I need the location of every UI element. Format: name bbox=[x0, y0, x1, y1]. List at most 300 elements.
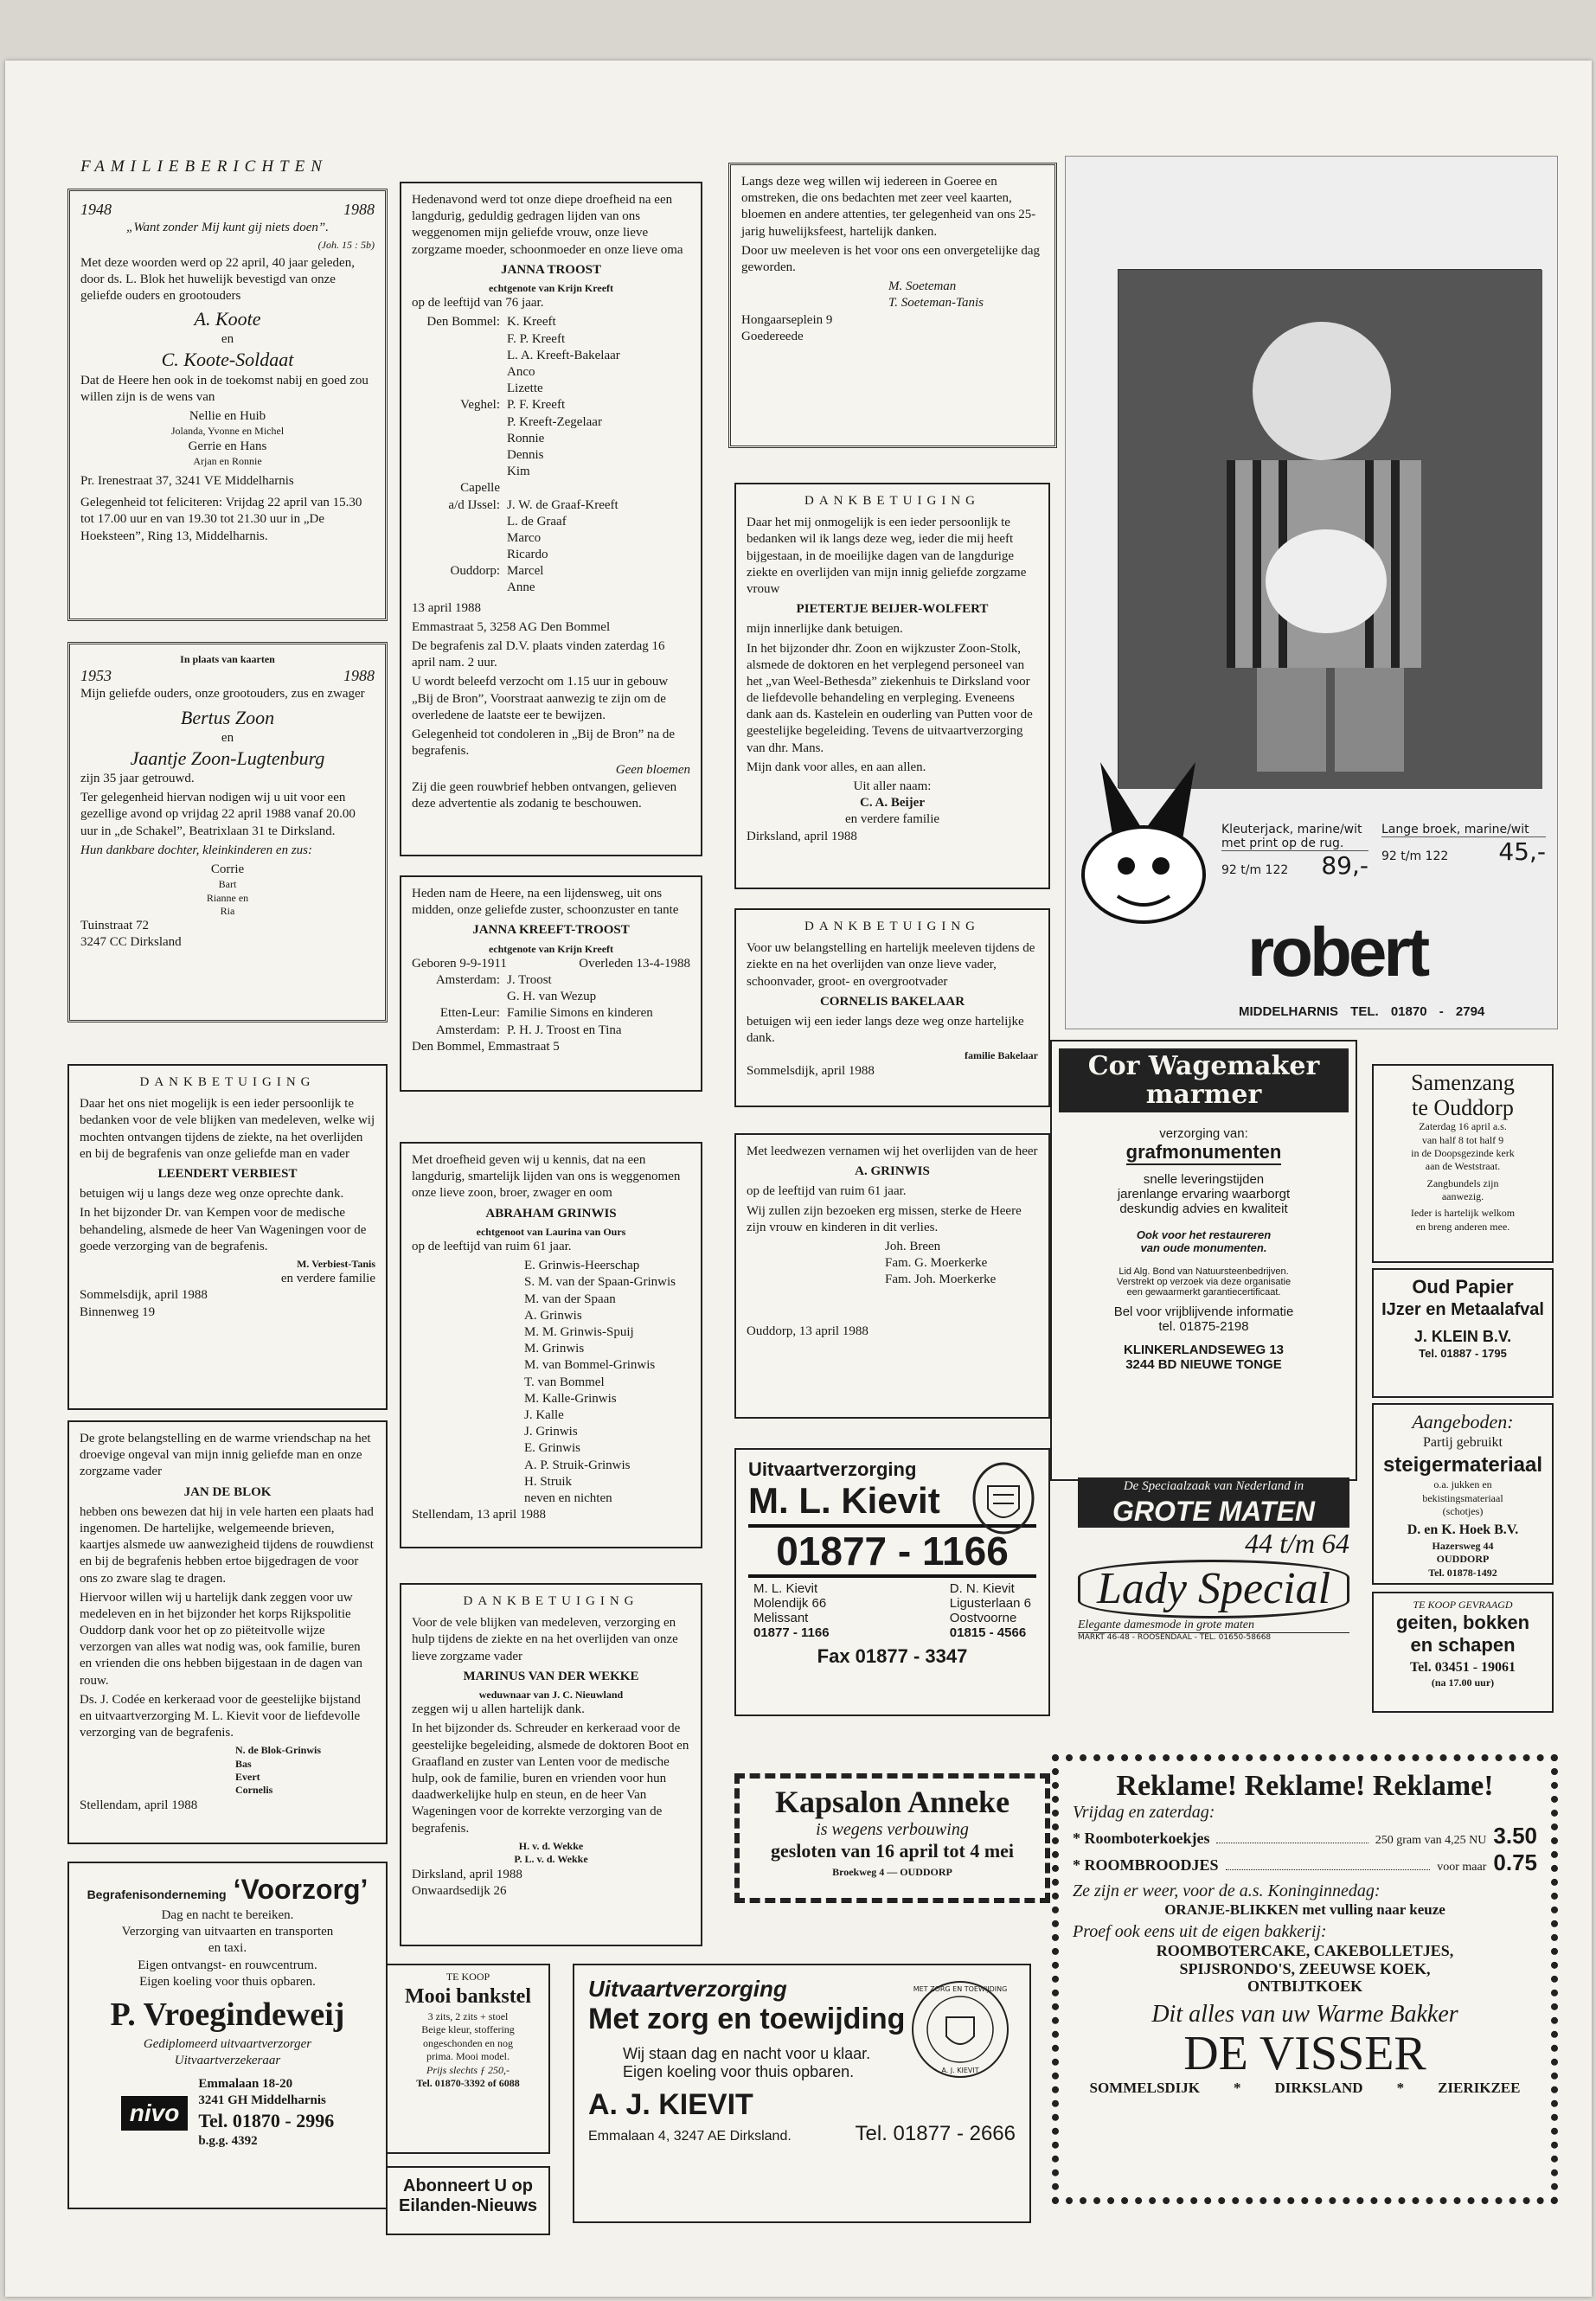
owner: P. Vroegindeweij bbox=[110, 1996, 345, 2033]
family-member: L. A. Kreeft-Bakelaar bbox=[507, 348, 620, 362]
label: TE KOOP bbox=[445, 1971, 490, 1983]
place: Sommelsdijk, april 1988 bbox=[747, 1063, 875, 1078]
oud-papier-ad bbox=[1372, 1268, 1554, 1398]
kid: Corrie bbox=[210, 862, 245, 877]
address-1: Hongaarseplein 9 bbox=[741, 312, 833, 327]
kreeft-obituary bbox=[400, 182, 702, 856]
restore-1: Ook voor het restaureren bbox=[1136, 1228, 1272, 1241]
reception: Gelegenheid tot feliciteren: Vrijdag 22 april van 15.30 tot 17.00 uur en van 19.30 tot 21.30 uur in „De Hoeksteen”, Ring 13, Middelharnis. bbox=[80, 496, 362, 543]
fax: Fax 01877 - 3347 bbox=[817, 1645, 968, 1668]
address-2: 3247 CC Dirksland bbox=[80, 935, 182, 950]
member-1: Lid Alg. Bond van Natuursteenbedrijven. bbox=[1118, 1266, 1289, 1277]
kid: Bart bbox=[218, 878, 237, 891]
restore-2: van oude monumenten. bbox=[1140, 1241, 1267, 1254]
kid: Gerrie en Hans bbox=[188, 439, 267, 453]
grinwis-obituary bbox=[400, 1142, 702, 1548]
title-2: te Ouddorp bbox=[1412, 1094, 1514, 1120]
family-row bbox=[412, 972, 690, 989]
item-2 bbox=[1381, 823, 1546, 866]
family-member: M. Kalle-Grinwis bbox=[524, 1391, 617, 1406]
phone: Tel. 01870-3392 of 6088 bbox=[416, 2076, 520, 2089]
sign-intro: Uit aller naam: bbox=[853, 779, 932, 793]
family-row bbox=[412, 464, 690, 480]
info: Bel voor vrijblijvende informatie bbox=[1113, 1304, 1294, 1319]
family-place bbox=[412, 414, 507, 431]
name-2: C. Koote-Soldaat bbox=[161, 349, 294, 371]
body: Wij zullen zijn bezoeken erg missen, sterke de Heere zijn vrouw en kinderen in dit verlies. bbox=[747, 1203, 1022, 1234]
closed-dates: gesloten van 16 april tot 4 mei bbox=[770, 1840, 1015, 1862]
family-member: Fam. Joh. Moerkerke bbox=[885, 1272, 997, 1287]
family-member: M. M. Grinwis-Spuij bbox=[524, 1325, 634, 1340]
body-2: In het bijzonder Dr. van Kempen voor de medische behandeling, alsmede de heer Van Wageningen voor de goede verzorging van de begrafenis. bbox=[80, 1206, 367, 1253]
town: SOMMELSDIJK bbox=[1089, 2079, 1201, 2096]
body-2: In het bijzonder ds. Schreuder en kerkeraad voor de geestelijke begeleiding, alsmede de doktoren Boot en Graafland en zuster van Lenten voor de medische hulp, ook de familie, buren en vrienden voor hun daadwerkelijke hulp en steun, en de heer Van Wageningen voor de korrekte verzorging van de begrafenis. bbox=[412, 1721, 689, 1836]
role-2: Uitvaartverzekeraar bbox=[174, 2053, 281, 2067]
signature: Cornelis bbox=[235, 1784, 273, 1797]
item-1 bbox=[1221, 823, 1368, 880]
contact-right: 01815 - 4566 bbox=[949, 1625, 1027, 1641]
family-place: Veghel: bbox=[460, 398, 500, 413]
family-member: Kim bbox=[507, 465, 530, 479]
address-1: Tuinstraat 72 bbox=[80, 919, 150, 933]
body-1: zeggen wij u allen hartelijk dank. bbox=[412, 1702, 585, 1717]
family-row bbox=[412, 480, 690, 497]
year-right: 1988 bbox=[343, 667, 375, 685]
seal-text: MET ZORG EN TOEWIJDING bbox=[913, 1985, 1008, 1993]
line-2: Eigen koeling voor thuis opbaren. bbox=[623, 2063, 855, 2080]
oranje: ORANJE-BLIKKEN met vulling naar keuze bbox=[1164, 1901, 1445, 1918]
bakery-line: SPIJSRONDO'S, ZEEUWSE KOEK, bbox=[1179, 1959, 1431, 1977]
main: grafmonumenten bbox=[1126, 1141, 1282, 1165]
quote-ref: (Joh. 15 : 5b) bbox=[317, 239, 375, 252]
signature-2: en verdere familie bbox=[844, 812, 940, 827]
signature-2: T. Soeteman-Tanis bbox=[888, 296, 984, 311]
tag: De Speciaalzaak van Nederland in bbox=[1078, 1477, 1349, 1496]
age: op de leeftijd van ruim 61 jaar. bbox=[412, 1240, 572, 1254]
offer-price: 0.75 bbox=[1493, 1849, 1537, 1875]
town: DIRKSLAND bbox=[1274, 2079, 1363, 2096]
kid: Nellie en Huib bbox=[189, 409, 266, 424]
widower-of: weduwnaar van J. C. Nieuwland bbox=[478, 1688, 624, 1701]
town: ZIERIKZEE bbox=[1438, 2079, 1521, 2096]
family-place bbox=[412, 989, 507, 1005]
seal-icon bbox=[908, 1977, 1012, 2081]
address-2: 3244 BD NIEUWE TONGE bbox=[1125, 1357, 1282, 1372]
family-member: E. Grinwis-Heerschap bbox=[524, 1259, 640, 1273]
nivo-logo: nivo bbox=[121, 2096, 189, 2131]
contact-left: 01877 - 1166 bbox=[753, 1625, 830, 1641]
van-der-wekke-thanks bbox=[400, 1583, 702, 1946]
family-member: P. Kreeft-Zegelaar bbox=[507, 414, 602, 429]
steigermateriaal-ad bbox=[1372, 1403, 1554, 1585]
family-member: neven en nichten bbox=[524, 1490, 612, 1505]
age: op de leeftijd van ruim 61 jaar. bbox=[747, 1184, 907, 1199]
family-row bbox=[412, 348, 690, 364]
deceased-name: MARINUS VAN DER WEKKE bbox=[463, 1669, 639, 1683]
family-place: Den Bommel: bbox=[426, 315, 500, 330]
family-member: G. H. van Wezup bbox=[507, 990, 597, 1004]
deceased-name: CORNELIS BAKELAAR bbox=[819, 994, 965, 1009]
grote-maten: GROTE MATEN bbox=[1078, 1496, 1349, 1528]
slogan: Dit alles van uw Warme Bakker bbox=[1151, 2001, 1458, 2029]
address-2: OUDDORP bbox=[1436, 1553, 1490, 1566]
deceased-name: LEENDERT VERBIEST bbox=[157, 1166, 298, 1181]
grote-maten-ad bbox=[1071, 1471, 1356, 1713]
line: snelle leveringstijden bbox=[1143, 1172, 1265, 1187]
name-2: Jaantje Zoon-Lugtenburg bbox=[130, 747, 325, 769]
body: aan de Weststraat. bbox=[1425, 1160, 1501, 1173]
contact-left: Molendijk 66 bbox=[753, 1596, 827, 1612]
de-visser-ad bbox=[1052, 1754, 1558, 2204]
family-place bbox=[412, 580, 507, 596]
phone: Tel. 03451 - 19061 bbox=[1409, 1659, 1516, 1675]
body-3: Mijn dank voor alles, en aan allen. bbox=[747, 760, 926, 774]
signature: N. de Blok-Grinwis bbox=[235, 1744, 322, 1757]
contact-right: D. N. Kievit bbox=[949, 1581, 1015, 1597]
price: Prijs slechts ƒ 250,- bbox=[426, 2063, 510, 2076]
body-1: Langs deze weg willen wij iedereen in Goeree en omstreken, die ons bedachten met zeer veel kaarten, bloemen en andere attenties, ter gelegenheid van ons 25-jarig huwelijksfeest, hartelijk danken. bbox=[741, 175, 1036, 239]
header: In plaats van kaarten bbox=[180, 653, 275, 665]
cat-mascot-icon bbox=[1074, 727, 1221, 987]
line: prima. Mooi model. bbox=[426, 2050, 510, 2063]
body-1: betuigen wij u langs deze weg onze oprechte dank. bbox=[80, 1187, 344, 1202]
body-1: mijn innerlijke dank betuigen. bbox=[747, 622, 903, 637]
family-place bbox=[412, 331, 507, 348]
main-2: en schapen bbox=[1410, 1633, 1516, 1656]
body-3: Ds. J. Codée en kerkeraad voor de geestelijke bijstand en uitvaartverzorging M. L. Kievit voor de liefdevolle verzorging van de begrafenis. bbox=[80, 1692, 361, 1740]
family-row bbox=[412, 580, 690, 596]
child-figure-icon bbox=[1118, 270, 1542, 789]
bakery-line: ROOMBOTERCAKE, CAKEBOLLETJES, bbox=[1156, 1942, 1454, 1959]
place: Stellendam, april 1988 bbox=[80, 1798, 198, 1812]
newspaper-page bbox=[5, 61, 1592, 2297]
line: Verzorging van uitvaarten en transporten bbox=[121, 1925, 334, 1939]
label: Uitvaartverzorging bbox=[748, 1458, 917, 1480]
deceased-name: A. GRINWIS bbox=[855, 1164, 930, 1179]
family-row bbox=[412, 1022, 690, 1039]
born: Geboren 9-9-1911 bbox=[412, 956, 507, 971]
item-1-desc: Kleuterjack, marine/wit met print op de rug. bbox=[1221, 823, 1362, 850]
koote-jubilee-notice bbox=[67, 189, 388, 621]
soeteman-thanks bbox=[728, 163, 1057, 448]
signature: familie Bakelaar bbox=[965, 1049, 1038, 1062]
family-member: Dennis bbox=[507, 447, 544, 462]
spouse: echtgenote van Krijn Kreeft bbox=[488, 281, 614, 294]
title: Mooi bankstel bbox=[404, 1985, 531, 2009]
age: op de leeftijd van 76 jaar. bbox=[412, 296, 544, 311]
brand: A. J. KIEVIT bbox=[588, 2088, 753, 2121]
hours: (na 17.00 uur) bbox=[1431, 1676, 1495, 1689]
name-1: Bertus Zoon bbox=[180, 706, 275, 728]
address: Emmalaan 4, 3247 AE Dirksland. bbox=[588, 2129, 792, 2144]
address-1: Hazersweg 44 bbox=[1432, 1539, 1494, 1552]
deceased-name: ABRAHAM GRINWIS bbox=[485, 1206, 617, 1221]
family-member: J. Troost bbox=[507, 973, 552, 988]
bakery-line: ONTBIJTKOEK bbox=[1247, 1977, 1363, 1996]
family-row bbox=[412, 497, 690, 514]
contact-right: Oostvoorne bbox=[949, 1611, 1017, 1626]
slogan: Met zorg en toewijding bbox=[588, 2003, 906, 2035]
family-member: A. P. Struik-Grinwis bbox=[524, 1458, 631, 1472]
family-row bbox=[412, 364, 690, 381]
phone: Tel. 01878-1492 bbox=[1428, 1566, 1497, 1579]
kid: Rianne en bbox=[206, 891, 249, 904]
body: (schotjes) bbox=[1442, 1505, 1484, 1518]
family-list bbox=[412, 972, 690, 1039]
zoon-jubilee-notice bbox=[67, 642, 388, 1022]
family-place bbox=[412, 431, 507, 447]
intro: Mijn geliefde ouders, onze grootouders, zus en zwager bbox=[80, 687, 365, 702]
contact-right: Ligusterlaan 6 bbox=[949, 1596, 1031, 1612]
line-2: IJzer en Metaalafval bbox=[1381, 1300, 1544, 1320]
label: Uitvaartverzorging bbox=[588, 1976, 787, 2002]
address: Onwaardsedijk 26 bbox=[412, 1883, 507, 1898]
beijer-thanks bbox=[734, 483, 1050, 889]
item-2-price: 45,- bbox=[1498, 837, 1546, 866]
books: aanwezig. bbox=[1441, 1189, 1484, 1202]
no-flowers: Geen bloemen bbox=[615, 763, 690, 778]
intro: Voor de vele blijken van medeleven, verzorging en hulp tijdens de ziekte en na het overlijden van onze lieve zorgzame vader bbox=[412, 1616, 678, 1663]
sofa-for-sale bbox=[386, 1964, 550, 2154]
kid: Arjan en Ronnie bbox=[193, 454, 262, 467]
sub: Elegante damesmode in grote maten bbox=[1078, 1618, 1349, 1633]
family-place bbox=[412, 464, 507, 480]
title: DANKBETUIGING bbox=[139, 1075, 316, 1089]
koninginnedag: Ze zijn er weer, voor de a.s. Koninginnedag: bbox=[1073, 1881, 1381, 1900]
de-blok-thanks bbox=[67, 1420, 388, 1844]
kievit-aj-ad bbox=[573, 1964, 1031, 2223]
offer-desc: voor maar bbox=[1437, 1861, 1487, 1874]
family-place: Ouddorp: bbox=[450, 564, 500, 579]
family-list bbox=[412, 1258, 690, 1507]
family-member: M. Grinwis bbox=[524, 1342, 585, 1356]
member-3: een gewaarmerkt garantiecertificaat. bbox=[1126, 1287, 1281, 1298]
line: deskundig advies en kwaliteit bbox=[1119, 1202, 1288, 1216]
address-1: Emmalaan 18-20 bbox=[198, 2076, 293, 2091]
family-member: P. F. Kreeft bbox=[507, 398, 566, 413]
family-member: Familie Simons en kinderen bbox=[507, 1006, 653, 1021]
family-member: A. Grinwis bbox=[524, 1308, 582, 1323]
address: Pr. Irenestraat 37, 3241 VE Middelharnis bbox=[80, 474, 294, 489]
voorzorg-ad bbox=[67, 1862, 388, 2209]
body: Zaterdag 16 april a.s. bbox=[1419, 1120, 1507, 1133]
line-1: Wij staan dag en nacht voor u klaar. bbox=[623, 2045, 871, 2062]
intro: Met leedwezen vernamen wij het overlijden van de heer bbox=[747, 1144, 1038, 1158]
intro: Voor uw belangstelling en hartelijk meeleven tijdens de ziekte en na het overlijden van onze lieve vader, schoonvader, groot- en overgrootvader bbox=[747, 941, 1035, 989]
address: MARKT 46-48 - ROOSENDAAL - TEL. 01650-58668 bbox=[1078, 1633, 1272, 1643]
title-1: Samenzang bbox=[1411, 1070, 1515, 1095]
family-member: F. P. Kreeft bbox=[507, 331, 566, 346]
line: 3 zits, 2 zits + stoel bbox=[427, 2010, 509, 2023]
brand-logo: robert bbox=[1247, 913, 1427, 990]
bakelaar-thanks bbox=[734, 908, 1050, 1107]
address-1: KLINKERLANDSEWEG 13 bbox=[1123, 1343, 1285, 1357]
invitation: Ter gelegenheid hiervan nodigen wij u uit voor een gezellige avond op vrijdag 22 april 1988 vanaf 20.00 uur in „de Schakel”, Beatrixlaan 31 te Dirksland. bbox=[80, 791, 356, 838]
family-member: Marco bbox=[507, 530, 542, 545]
year-left: 1953 bbox=[80, 667, 112, 685]
family-row bbox=[412, 331, 690, 348]
deceased-name: JANNA KREEFT-TROOST bbox=[472, 923, 630, 938]
thanks: Hun dankbare dochter, kleinkinderen en zus: bbox=[80, 843, 312, 857]
family-member: Ronnie bbox=[507, 431, 545, 445]
family-place bbox=[412, 381, 507, 397]
seal-initials: A. J. KIEVIT bbox=[941, 2067, 979, 2074]
place: Stellendam, 13 april 1988 bbox=[412, 1508, 546, 1522]
kreeft-troost-obituary bbox=[400, 875, 702, 1092]
brand-2: marmer bbox=[1145, 1080, 1262, 1110]
main-1: geiten, bokken bbox=[1395, 1612, 1530, 1634]
place: Ouddorp, 13 april 1988 bbox=[747, 1324, 869, 1338]
signature-1: H. v. d. Wekke bbox=[518, 1839, 584, 1852]
died: Overleden 13-4-1988 bbox=[579, 956, 690, 971]
contact-left: M. L. Kievit bbox=[753, 1581, 818, 1597]
sub: is wegens verbouwing bbox=[816, 1820, 969, 1839]
section-title: FAMILIEBERICHTEN bbox=[80, 157, 328, 176]
item-1-size: 92 t/m 122 bbox=[1221, 863, 1289, 877]
geiten-ad bbox=[1372, 1592, 1554, 1713]
address: Binnenweg 19 bbox=[80, 1304, 156, 1319]
child-photo bbox=[1118, 269, 1542, 788]
family-member: L. de Graaf bbox=[507, 514, 567, 529]
place: Den Bommel, Emmastraat 5 bbox=[412, 1039, 560, 1054]
line: Dag en nacht te bereiken. bbox=[161, 1907, 294, 1922]
family-member: H. Struik bbox=[524, 1474, 573, 1489]
phone: TEL. 01870 - 2794 bbox=[1350, 1004, 1485, 1019]
line: en taxi. bbox=[208, 1941, 247, 1956]
family-row bbox=[412, 530, 690, 547]
brand: Lady Special bbox=[1078, 1560, 1349, 1618]
family-member: M. van Bommel-Grinwis bbox=[524, 1358, 656, 1373]
intro: Hedenavond werd tot onze diepe droefheid na een langdurig, geduldig gedragen lijden van ons weggenomen mijn geliefde vrouw, onze lieve zorgzame moeder, schoonmoeder en onze lieve oma bbox=[412, 193, 683, 257]
married: zijn 35 jaar getrouwd. bbox=[80, 772, 195, 786]
body: in de Doopsgezinde kerk bbox=[1411, 1146, 1515, 1159]
deceased-name: PIETERTJE BEIJER-WOLFERT bbox=[796, 602, 989, 617]
address: Emmastraat 5, 3258 AG Den Bommel bbox=[412, 619, 611, 634]
family-row bbox=[412, 431, 690, 447]
offer-name: * Roomboterkoekjes bbox=[1073, 1830, 1210, 1847]
label: Begrafenisonderneming bbox=[87, 1888, 227, 1901]
offer-item bbox=[1073, 1849, 1537, 1876]
condolences: Gelegenheid tot condoleren in „Bij de Bron” na de begrafenis. bbox=[412, 727, 676, 759]
intro: Daar het ons niet mogelijk is een ieder persoonlijk te bedanken voor de vele blijken van medeleven, welke wij mochten ontvangen tijdens de ziekte, na het overlijden en bij de begrafenis van onze geliefde man en vader bbox=[80, 1097, 375, 1161]
family-member: E. Grinwis bbox=[524, 1441, 580, 1456]
family-place bbox=[412, 547, 507, 563]
robert-ad bbox=[1065, 156, 1558, 1029]
samenzang-ad bbox=[1372, 1064, 1554, 1263]
intro: Met deze woorden werd op 22 april, 40 jaar geleden, door ds. L. Blok het huwelijk bevestigd van onze geliefde ouders en grootouders bbox=[80, 255, 355, 303]
body-2: Door uw meeleven is het voor ons een onvergetelijke dag geworden. bbox=[741, 243, 1041, 274]
alt-phone: b.g.g. 4392 bbox=[198, 2134, 258, 2149]
family-member: T. van Bommel bbox=[524, 1375, 605, 1389]
family-place bbox=[412, 530, 507, 547]
line: Eigen koeling voor thuis opbaren. bbox=[139, 1974, 316, 1989]
body-2: In het bijzonder dhr. Zoon en wijkzuster Zoon-Stolk, alsmede de doktoren en het verplegend personeel van het „van Weel-Bethesda” ziekenhuis te Dirksland voor de liefdevolle behandeling en verpleging. Eveneens dank aan ds. Kastelein en ouderling van Putten voor de geestelijke begeleiding. Tevens de uitvaartverzorging van dhr. Mans. bbox=[747, 641, 1033, 755]
spouse: echtgenote van Krijn Kreeft bbox=[488, 942, 614, 955]
family-row bbox=[412, 563, 690, 580]
family-row bbox=[412, 397, 690, 413]
family-member: M. van der Spaan bbox=[524, 1292, 616, 1306]
family-member: S. M. van der Spaan-Grinwis bbox=[524, 1275, 676, 1290]
family-place: Amsterdam: bbox=[435, 973, 500, 988]
headline: Reklame! Reklame! Reklame! bbox=[1116, 1770, 1494, 1802]
place: Dirksland, april 1988 bbox=[747, 829, 857, 843]
title: DANKBETUIGING bbox=[463, 1594, 639, 1608]
family-row bbox=[412, 447, 690, 464]
separator: * bbox=[1234, 2079, 1241, 2096]
intro: Daar het mij onmogelijk is een ieder persoonlijk te bedanken wil ik langs deze weg, ieder die mij heeft bijgestaan, in de moeilijke dagen van de langdurige ziekte en overlijden van mijn innig geliefde zorgzame vrouw bbox=[747, 516, 1027, 596]
subscribe-ad bbox=[386, 2166, 550, 2235]
offer-price: 3.50 bbox=[1493, 1823, 1537, 1849]
family-member: Ricardo bbox=[507, 548, 548, 562]
brand: DE VISSER bbox=[1183, 2027, 1426, 2081]
meeting: U wordt beleefd verzocht om 1.15 uur in gebouw „Bij de Bron”, Voorstraat aanwezig te zijn om de overledene de laatste eer te bewijzen. bbox=[412, 675, 669, 722]
family-member: Anne bbox=[507, 580, 535, 595]
sizes: 44 t/m 64 bbox=[1245, 1528, 1349, 1559]
dash: — bbox=[887, 1866, 898, 1878]
family-member: P. H. J. Troost en Tina bbox=[507, 1022, 622, 1037]
firm: J. KLEIN B.V. bbox=[1413, 1327, 1512, 1345]
phone: tel. 01875-2198 bbox=[1158, 1319, 1249, 1334]
funeral: De begrafenis zal D.V. plaats vinden zaterdag 16 april nam. 2 uur. bbox=[412, 639, 665, 670]
note: Zij die geen rouwbrief hebben ontvangen, gelieven deze advertentie als zodanig te beschouwen. bbox=[412, 779, 677, 811]
family-place bbox=[412, 348, 507, 364]
intro: Heden nam de Heere, na een lijdensweg, uit ons midden, onze geliefde zuster, schoonzuster en tante bbox=[412, 887, 679, 918]
body: o.a. jukken en bbox=[1433, 1478, 1492, 1491]
deceased-name: JANNA TROOST bbox=[500, 262, 601, 277]
and: en bbox=[221, 730, 234, 745]
item-2-size: 92 t/m 122 bbox=[1381, 849, 1449, 863]
phone: Tel. 01870 - 2996 bbox=[198, 2110, 335, 2132]
wish: Dat de Heere hen ook in de toekomst nabij en goed zou willen zijn is de wens van bbox=[80, 373, 369, 404]
days: Vrijdag en zaterdag: bbox=[1073, 1803, 1215, 1822]
quote: „Want zonder Mij kunt gij niets doen”. bbox=[125, 221, 330, 235]
family-place bbox=[412, 447, 507, 464]
brand: Kapsalon Anneke bbox=[774, 1785, 1010, 1819]
body: bekistingsmateriaal bbox=[1422, 1491, 1503, 1504]
family-place: Amsterdam: bbox=[435, 1022, 500, 1037]
kievit-ml-ad bbox=[734, 1448, 1050, 1716]
line-2: Eilanden-Nieuws bbox=[398, 2196, 538, 2215]
line: Eigen ontvangst- en rouwcentrum. bbox=[138, 1958, 317, 1972]
family-member: Lizette bbox=[507, 381, 543, 396]
family-member: K. Kreeft bbox=[507, 315, 556, 330]
line-1: Oud Papier bbox=[1412, 1276, 1514, 1298]
address-2: 3241 GH Middelharnis bbox=[198, 2093, 326, 2108]
phone: Tel. 01877 - 2666 bbox=[855, 2122, 1016, 2145]
body-2: Hiervoor willen wij u hartelijk dank zeggen voor uw medeleven en in het bijzonder het korps Rijkspolitie Ouddorp dank voor het op zo piëteitvolle wijze verzorgen van alles wat nodig was, ook familie, buren en vrienden die ons hebben bijgestaan in de dagen van rouw. bbox=[80, 1590, 362, 1688]
main: steigermateriaal bbox=[1382, 1452, 1543, 1477]
signature: Evert bbox=[235, 1771, 260, 1784]
children bbox=[80, 862, 375, 918]
firm: D. en K. Hoek B.V. bbox=[1407, 1522, 1519, 1538]
sub: verzorging van: bbox=[1159, 1126, 1248, 1141]
family-row bbox=[412, 314, 690, 330]
place: Dirksland, april 1988 bbox=[412, 1867, 522, 1881]
address-2: Goedereede bbox=[741, 329, 804, 343]
address: Broekweg 4 bbox=[832, 1866, 885, 1878]
year-left: 1948 bbox=[80, 201, 112, 218]
and: en bbox=[221, 332, 234, 347]
signature: Bas bbox=[235, 1757, 252, 1770]
year-right: 1988 bbox=[343, 201, 375, 218]
body: van half 8 tot half 9 bbox=[1421, 1133, 1504, 1146]
crest-icon bbox=[971, 1460, 1036, 1536]
intro: Met droefheid geven wij u kennis, dat na een langdurig, smartelijk lijden van ons is weggenomen onze lieve zoon, broer, zwager en oom bbox=[412, 1153, 681, 1201]
line-1: Abonneert U op bbox=[403, 2176, 533, 2195]
kapsalon-ad bbox=[734, 1773, 1050, 1903]
label: TE KOOP GEVRAAGD bbox=[1413, 1599, 1513, 1611]
intro: De grote belangstelling en de warme vriendschap na het droevige ongeval van mijn innig geliefde man en onze zorgzame vader bbox=[80, 1432, 371, 1479]
